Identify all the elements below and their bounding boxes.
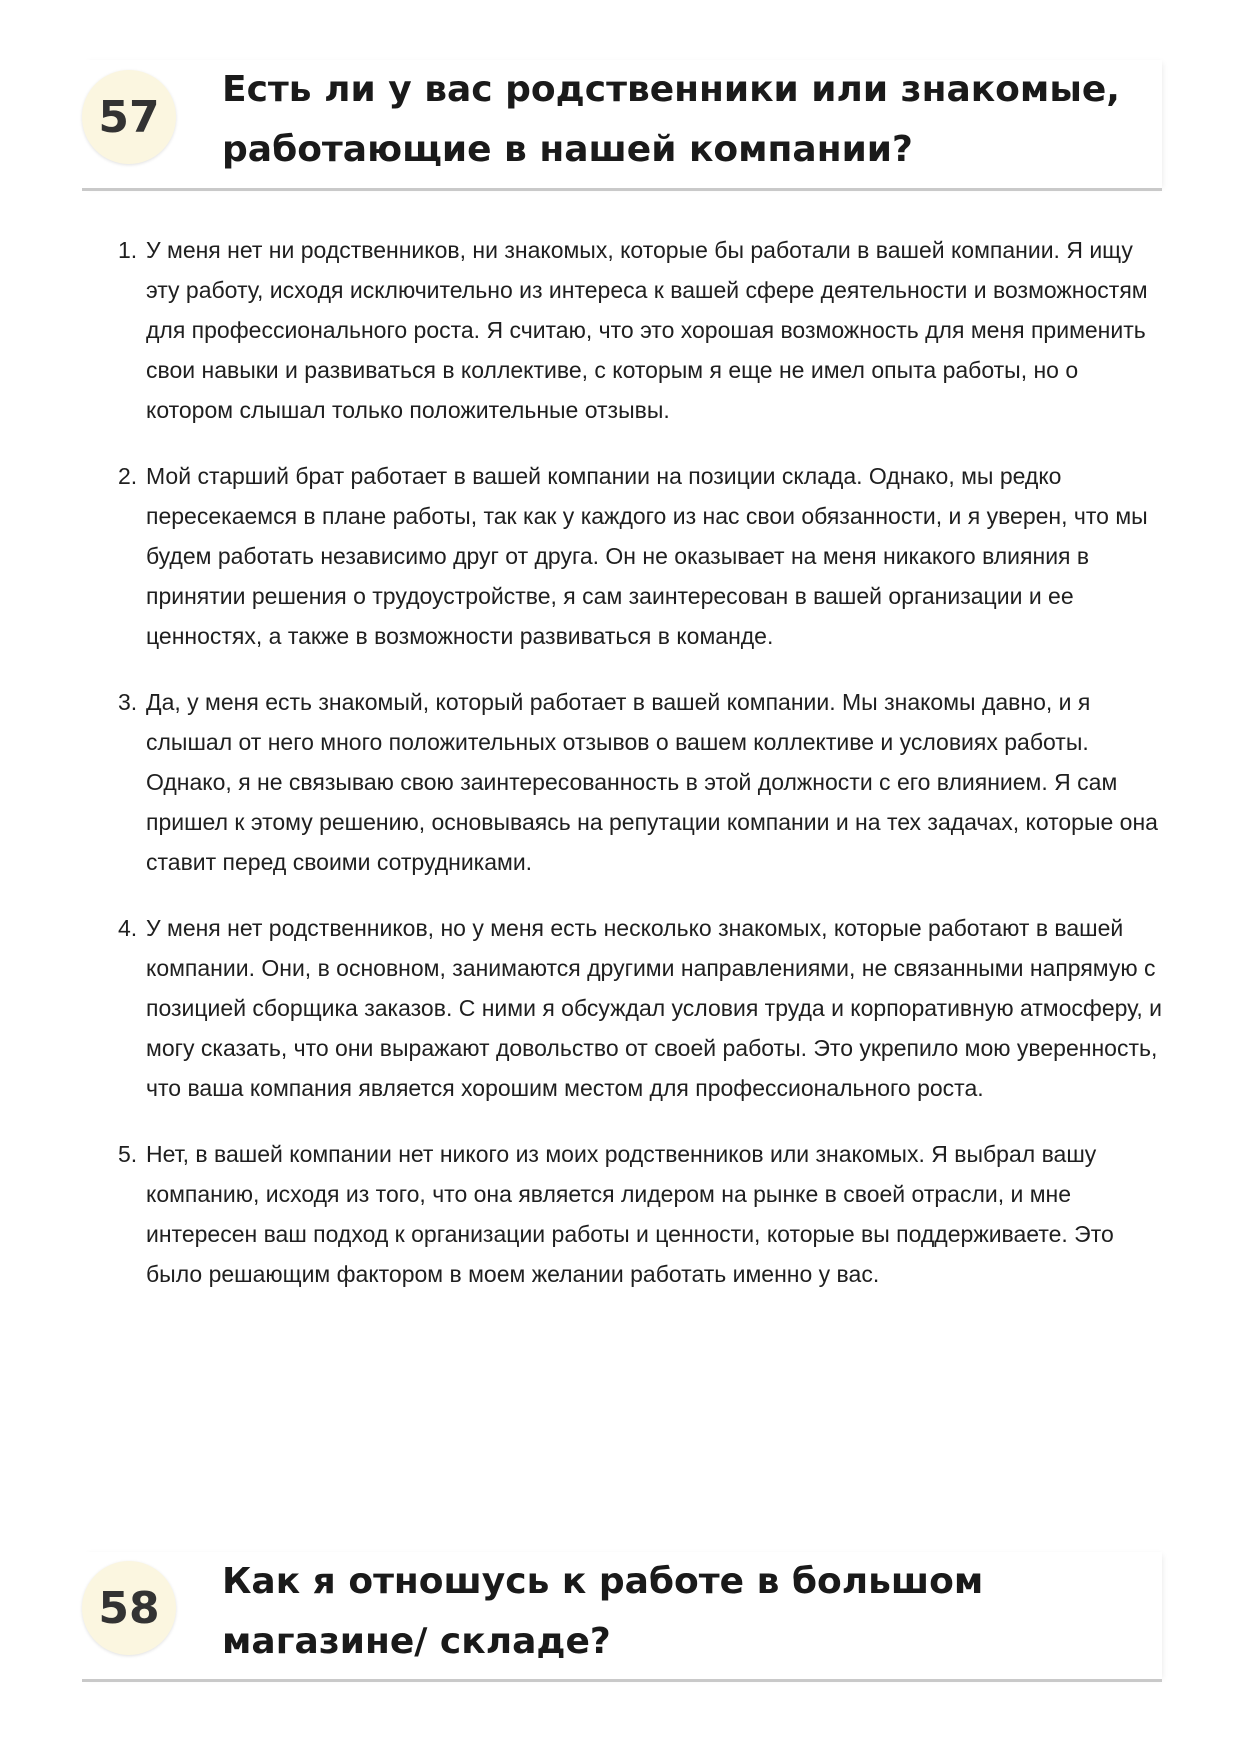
header-divider — [82, 188, 1162, 191]
answer-number: 1. — [118, 237, 138, 263]
answer-item — [118, 456, 1168, 656]
question-title: Есть ли у вас родственники или знакомые, работающие в нашей компании? — [222, 69, 1120, 170]
answer-text: Мой старший брат работает в вашей компании на позиции склада. Однако, мы редко пересекаемся в плане работы, так как у каждого из нас свои обязанности, и я уверен, что мы будем работать независимо друг от друга. Он не оказывает на меня никакого влияния в принятии решения о трудоустройстве, я сам заинтересован в вашей организации и ее ценностях, а также в возможности развиваться в команде. — [146, 463, 1148, 649]
question-number-badge: 57 — [82, 70, 176, 164]
question-number-badge: 58 — [82, 1561, 176, 1655]
answer-number: 2. — [118, 463, 138, 489]
answer-item — [118, 230, 1168, 430]
answer-number: 3. — [118, 689, 138, 715]
answer-text: У меня нет ни родственников, ни знакомых, которые бы работали в вашей компании. Я ищу эту работу, исходя исключительно из интереса к вашей сфере деятельности и возможностям для профессионального роста. Я считаю, что это хорошая возможность для меня применить свои навыки и развиваться в коллективе, с которым я еще не имел опыта работы, но о котором слышал только положительные отзывы. — [146, 237, 1148, 423]
answer-item — [118, 682, 1168, 882]
answer-list — [118, 230, 1168, 1320]
answer-item — [118, 908, 1168, 1108]
question-title: Как я отношусь к работе в большом магазине/ складе? — [222, 1561, 984, 1662]
answer-text: Нет, в вашей компании нет никого из моих родственников или знакомых. Я выбрал вашу компанию, исходя из того, что она является лидером на рынке в своей отрасли, и мне интересен ваш подход к организации работы и ценности, которые вы поддерживаете. Это было решающим фактором в моем желании работать именно у вас. — [146, 1141, 1114, 1287]
answer-number: 4. — [118, 915, 138, 941]
question-header-58 — [82, 1552, 1162, 1682]
header-divider — [82, 1679, 1162, 1682]
answer-number: 5. — [118, 1141, 138, 1167]
answer-text: Да, у меня есть знакомый, который работает в вашей компании. Мы знакомы давно, и я слышал от него много положительных отзывов о вашем коллективе и условиях работы. Однако, я не связываю свою заинтересованность в этой должности с его влиянием. Я сам пришел к этому решению, основываясь на репутации компании и на тех задачах, которые она ставит перед своими сотрудниками. — [146, 689, 1158, 875]
question-header-57 — [82, 60, 1162, 191]
answer-item — [118, 1134, 1168, 1294]
answer-text: У меня нет родственников, но у меня есть несколько знакомых, которые работают в вашей компании. Они, в основном, занимаются другими направлениями, не связанными напрямую с позицией сборщика заказов. С ними я обсуждал условия труда и корпоративную атмосферу, и могу сказать, что они выражают довольство от своей работы. Это укрепило мою уверенность, что ваша компания является хорошим местом для профессионального роста. — [146, 915, 1162, 1101]
